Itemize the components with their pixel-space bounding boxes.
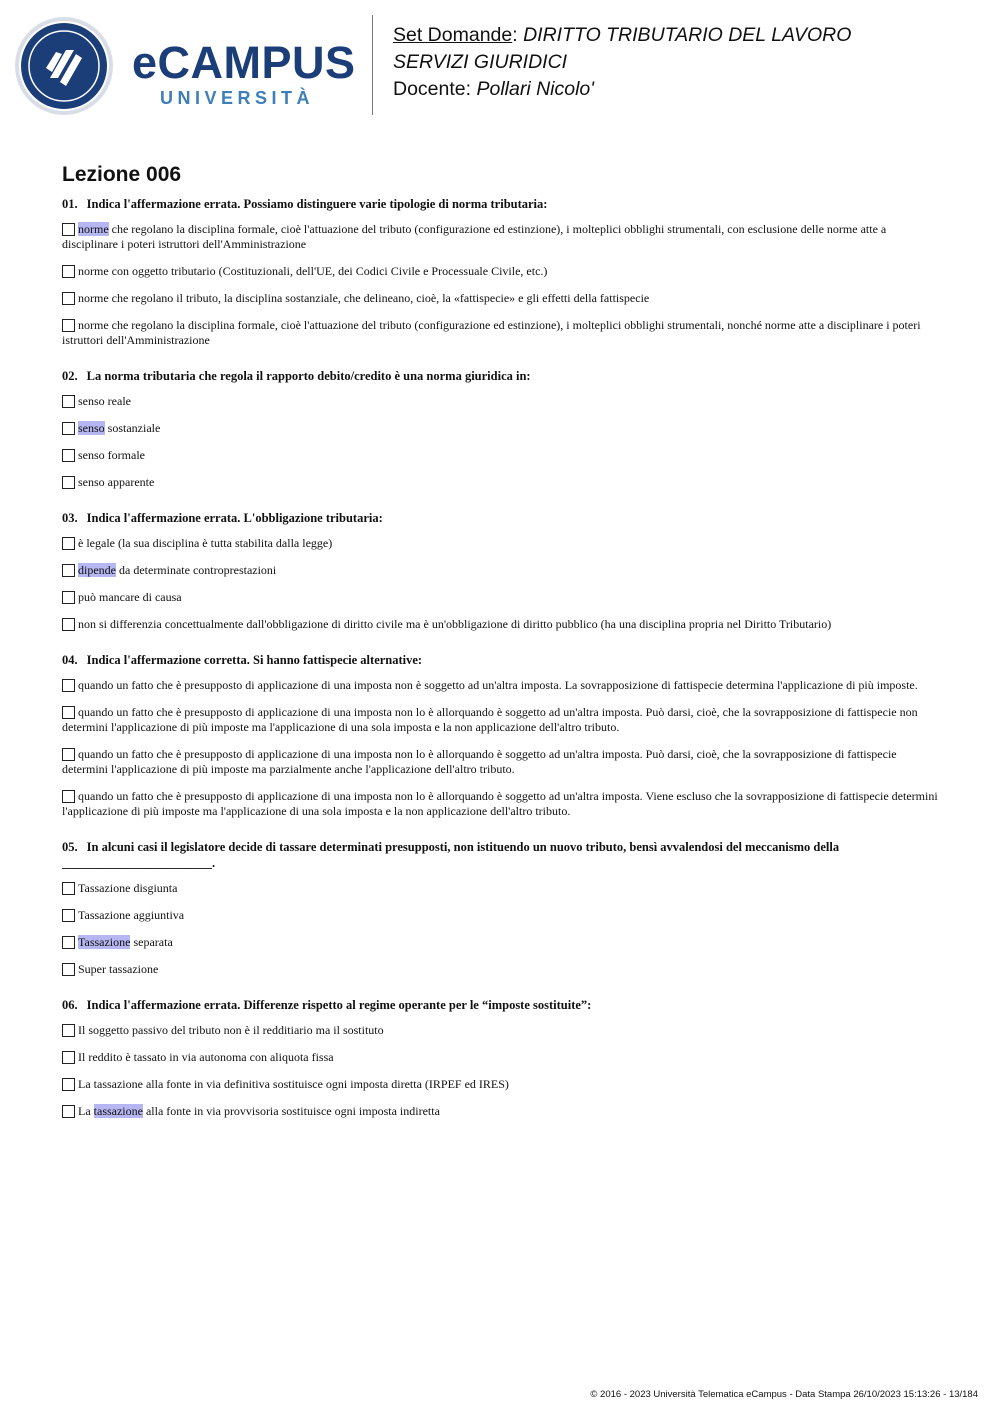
question-prompt: Indica l'affermazione errata. L'obbligazione tributaria: xyxy=(86,511,383,525)
option-text: che regolano la disciplina formale, cioè l'attuazione del tributo (configurazione ed estinzione), i molteplici obblighi strumentali, con esclusione delle norme atte a disciplinare i poteri istruttori dell'Amministrazione xyxy=(62,222,887,251)
course-title-line1: DIRITTO TRIBUTARIO DEL LAVORO xyxy=(523,24,852,46)
answer-option xyxy=(62,222,938,252)
question-block xyxy=(62,368,938,490)
answer-option xyxy=(62,448,938,463)
option-text: Il soggetto passivo del tributo non è il redditiario ma il sostituto xyxy=(78,1023,384,1037)
answer-option xyxy=(62,264,938,279)
answer-checkbox[interactable] xyxy=(62,449,75,462)
answer-checkbox[interactable] xyxy=(62,618,75,631)
course-title-line2: SERVIZI GIURIDICI xyxy=(393,51,568,73)
answer-option xyxy=(62,1050,938,1065)
question-number: 06. xyxy=(62,998,78,1012)
universita-wordmark: UNIVERSITÀ xyxy=(160,88,315,108)
teacher-line xyxy=(393,76,851,103)
option-text: senso apparente xyxy=(78,475,155,489)
question-number: 03. xyxy=(62,511,78,525)
answer-option xyxy=(62,1077,938,1092)
option-text: alla fonte in via provvisoria sostituisce ogni imposta indiretta xyxy=(142,1104,440,1118)
teacher-name: Pollari Nicolo' xyxy=(476,78,594,100)
answer-option xyxy=(62,394,938,409)
question-text xyxy=(62,839,938,871)
answer-option xyxy=(62,590,938,605)
answer-option xyxy=(62,536,938,551)
question-text xyxy=(62,652,938,668)
answer-option xyxy=(62,563,938,578)
option-text: Tassazione aggiuntiva xyxy=(78,908,185,922)
set-line: Set Domande: DIRITTO TRIBUTARIO DEL LAVORO xyxy=(393,24,852,46)
option-text: Il reddito è tassato in via autonoma con aliquota fissa xyxy=(78,1050,334,1064)
teacher-label: Docente: xyxy=(393,78,477,100)
university-seal-logo xyxy=(14,16,114,116)
question-block xyxy=(62,510,938,632)
answer-option xyxy=(62,881,938,896)
answer-option xyxy=(62,421,938,436)
answer-option xyxy=(62,705,938,735)
option-text: da determinate controprestazioni xyxy=(116,563,277,577)
answer-option xyxy=(62,678,938,693)
option-text: senso reale xyxy=(78,394,131,408)
set-label: Set Domande xyxy=(393,24,513,46)
question-prompt: Indica l'affermazione errata. Possiamo distinguere varie tipologie di norma tributaria: xyxy=(86,197,548,211)
answer-checkbox[interactable] xyxy=(62,790,75,803)
question-number: 02. xyxy=(62,369,78,383)
option-text: senso formale xyxy=(78,448,145,462)
option-text: è legale (la sua disciplina è tutta stabilita dalla legge) xyxy=(78,536,333,550)
question-text xyxy=(62,368,938,384)
answer-checkbox[interactable] xyxy=(62,882,75,895)
option-text: Tassazione disgiunta xyxy=(78,881,178,895)
ecampus-wordmark: eCAMPUS xyxy=(132,37,356,88)
answer-option xyxy=(62,1023,938,1038)
highlighted-answer-word: Tassazione xyxy=(78,935,131,949)
question-list xyxy=(62,196,938,1119)
question-number: 01. xyxy=(62,197,78,211)
answer-checkbox[interactable] xyxy=(62,936,75,949)
answer-checkbox[interactable] xyxy=(62,1024,75,1037)
answer-option xyxy=(62,475,938,490)
question-block xyxy=(62,997,938,1119)
answer-checkbox[interactable] xyxy=(62,1078,75,1091)
question-prompt: In alcuni casi il legislatore decide di tassare determinati presupposti, non istituendo un nuovo tributo, bensì avvalendosi del meccanismo della ________________________. xyxy=(62,840,840,870)
highlighted-answer-word: norme xyxy=(78,222,109,236)
question-prompt: La norma tributaria che regola il rapporto debito/credito è una norma giuridica in: xyxy=(86,369,531,383)
answer-checkbox[interactable] xyxy=(62,748,75,761)
answer-checkbox[interactable] xyxy=(62,223,75,236)
answer-option xyxy=(62,789,938,819)
option-text: Super tassazione xyxy=(78,962,159,976)
answer-checkbox[interactable] xyxy=(62,537,75,550)
option-text: quando un fatto che è presupposto di applicazione di una imposta non lo è allorquando è soggetto ad un'altra imposta. Viene escluso che la sovrapposizione di fattispecie determini l'applicazione di più imposte ma l'applicazione di una sola imposta e la non applicazione dell'altro tributo. xyxy=(62,789,938,818)
answer-checkbox[interactable] xyxy=(62,292,75,305)
page-header xyxy=(0,0,1000,125)
option-text: norme che regolano la disciplina formale, cioè l'attuazione del tributo (configurazione ed estinzione), i molteplici obblighi strumentali, nonché norme atte a disciplinare i poteri istruttori dell'Amministrazione xyxy=(62,318,921,347)
option-text: La tassazione alla fonte in via definitiva sostituisce ogni imposta diretta (IRPEF ed IRES) xyxy=(78,1077,509,1091)
question-block xyxy=(62,652,938,819)
option-text: norme che regolano il tributo, la disciplina sostanziale, che delineano, cioè, la «fattispecie» e gli effetti della fattispecie xyxy=(78,291,650,305)
answer-checkbox[interactable] xyxy=(62,422,75,435)
answer-option xyxy=(62,617,938,632)
answer-checkbox[interactable] xyxy=(62,319,75,332)
option-text: quando un fatto che è presupposto di applicazione di una imposta non è soggetto ad un'altra imposta. La sovrapposizione di fattispecie determina l'applicazione di più imposte. xyxy=(78,678,918,692)
answer-checkbox[interactable] xyxy=(62,476,75,489)
header-info xyxy=(393,22,851,103)
question-text xyxy=(62,196,938,212)
answer-checkbox[interactable] xyxy=(62,591,75,604)
answer-checkbox[interactable] xyxy=(62,1105,75,1118)
question-text xyxy=(62,510,938,526)
question-block xyxy=(62,196,938,348)
answer-option xyxy=(62,291,938,306)
answer-checkbox[interactable] xyxy=(62,706,75,719)
option-text: sostanziale xyxy=(104,421,161,435)
question-prompt: Indica l'affermazione errata. Differenze rispetto al regime operante per le “imposte sostituite”: xyxy=(86,998,592,1012)
answer-option xyxy=(62,1104,938,1119)
answer-option xyxy=(62,747,938,777)
highlighted-answer-word: tassazione xyxy=(93,1104,143,1118)
answer-checkbox[interactable] xyxy=(62,395,75,408)
question-number: 04. xyxy=(62,653,78,667)
answer-option xyxy=(62,935,938,950)
answer-checkbox[interactable] xyxy=(62,1051,75,1064)
highlighted-answer-word: senso xyxy=(78,421,105,435)
option-text: norme con oggetto tributario (Costituzionali, dell'UE, dei Codici Civile e Processuale Civile, etc.) xyxy=(78,264,548,278)
answer-checkbox[interactable] xyxy=(62,679,75,692)
option-text: quando un fatto che è presupposto di applicazione di una imposta non lo è allorquando è soggetto ad un'altra imposta. Può darsi, cioè, che la sovrapposizione di fattispecie non determini l'applicazione di più imposte ma l'applicazione di una sola imposta e la non applicazione dell'altro tributo. xyxy=(62,705,918,734)
option-text: non si differenzia concettualmente dall'obbligazione di diritto civile ma è un'obbligazione di diritto pubblico (ha una disciplina propria nel Diritto Tributario) xyxy=(78,617,832,631)
answer-checkbox[interactable] xyxy=(62,909,75,922)
highlighted-answer-word: dipende xyxy=(78,563,116,577)
answer-option xyxy=(62,908,938,923)
question-block xyxy=(62,839,938,977)
answer-option xyxy=(62,962,938,977)
option-text: quando un fatto che è presupposto di applicazione di una imposta non lo è allorquando è soggetto ad un'altra imposta. Può darsi, cioè, che la sovrapposizione di fattispecie determini l'applicazione di più imposte ma parzialmente anche l'applicazione dell'altro tributo. xyxy=(62,747,897,776)
page-footer: © 2016 - 2023 Università Telematica eCampus - Data Stampa 26/10/2023 15:13:26 - 13/184 xyxy=(590,1389,978,1400)
answer-option xyxy=(62,318,938,348)
option-text: può mancare di causa xyxy=(78,590,182,604)
option-text-prefix: La xyxy=(78,1104,94,1118)
option-text: separata xyxy=(130,935,173,949)
question-text xyxy=(62,997,938,1013)
header-divider xyxy=(372,15,373,115)
question-number: 05. xyxy=(62,840,78,854)
lesson-title: Lezione 006 xyxy=(62,163,182,186)
answer-checkbox[interactable] xyxy=(62,963,75,976)
questions-content xyxy=(62,160,938,1139)
answer-checkbox[interactable] xyxy=(62,265,75,278)
answer-checkbox[interactable] xyxy=(62,564,75,577)
question-prompt: Indica l'affermazione corretta. Si hanno fattispecie alternative: xyxy=(86,653,423,667)
